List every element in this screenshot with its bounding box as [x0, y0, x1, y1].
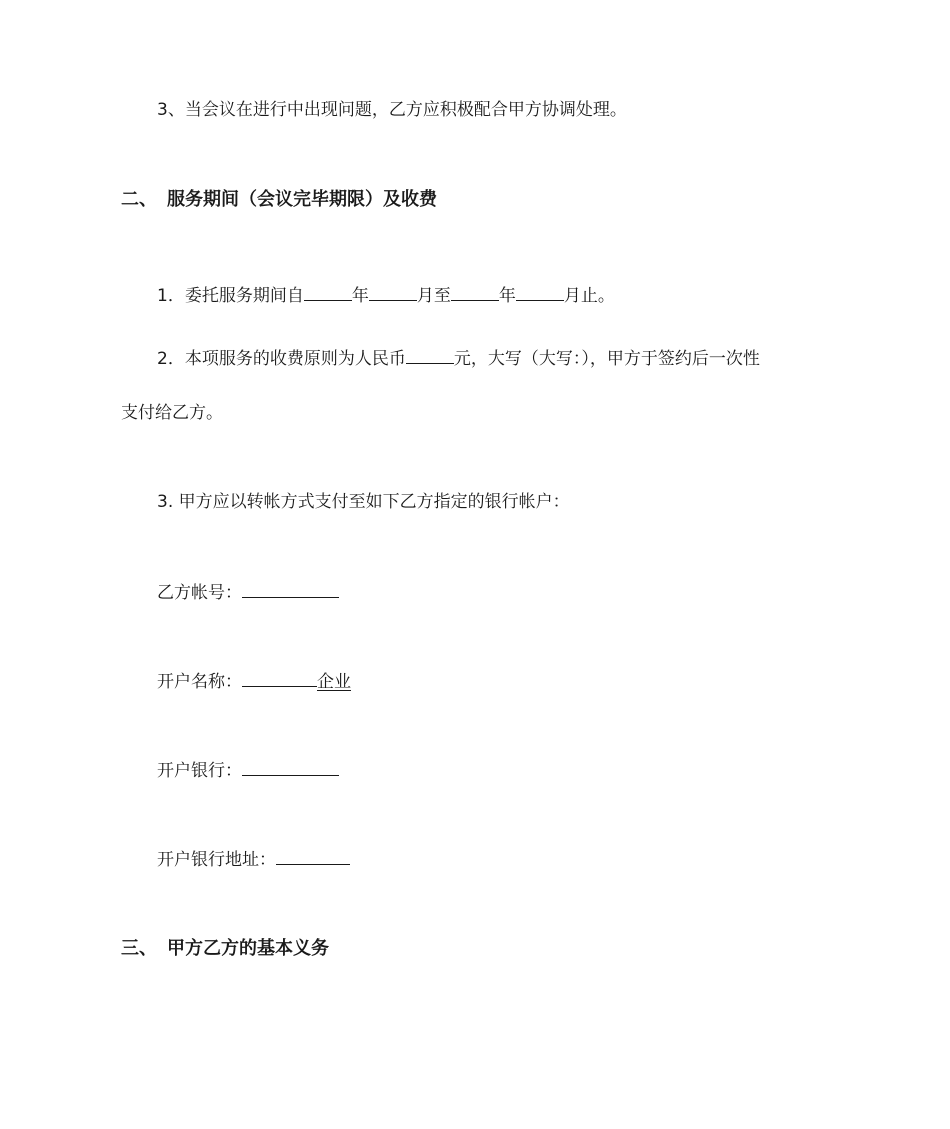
- section-number: 三、: [121, 938, 157, 959]
- account-number-line: [157, 579, 339, 605]
- start-month-unit: 月至: [416, 286, 451, 306]
- start-year-blank: [304, 282, 352, 301]
- clause-3-text: 3、当会议在进行中出现问题，乙方应积极配合甲方协调处理。: [157, 100, 627, 120]
- bank-label: 开户银行：: [157, 761, 242, 781]
- account-name-line: [157, 668, 351, 694]
- bank-address-label: 开户银行地址：: [157, 850, 276, 870]
- section-title: 服务期间（会议完毕期限）及收费: [167, 189, 437, 210]
- service-period-prefix: 1．委托服务期间自: [157, 286, 304, 306]
- account-name-label: 开户名称：: [157, 672, 242, 692]
- bank-blank: [242, 757, 339, 776]
- fee-rest: 元，大写（大写：），甲方于签约后一次性: [453, 349, 760, 369]
- fee-amount-blank: [406, 345, 454, 364]
- end-month-unit: 月止。: [563, 286, 615, 306]
- section-heading-2: [121, 188, 437, 212]
- section-number: 二、: [121, 189, 157, 210]
- account-number-blank: [242, 579, 339, 598]
- account-number-label: 乙方帐号：: [157, 583, 242, 603]
- account-name-value: 企业: [317, 672, 351, 692]
- fee-continuation: 支付给乙方。: [121, 403, 223, 423]
- end-month-blank: [516, 282, 564, 301]
- fee-line: [157, 345, 760, 371]
- start-year-unit: 年: [351, 286, 369, 306]
- bank-address-blank: [276, 846, 350, 865]
- bank-address-line: [157, 846, 350, 872]
- end-year-unit: 年: [498, 286, 516, 306]
- bank-line: [157, 757, 339, 783]
- section-title: 甲方乙方的基本义务: [167, 938, 329, 959]
- service-period-line: [157, 282, 615, 308]
- fee-prefix: 2．本项服务的收费原则为人民币: [157, 349, 406, 369]
- end-year-blank: [451, 282, 499, 301]
- account-name-blank: [242, 668, 317, 687]
- start-month-blank: [369, 282, 417, 301]
- section-heading-3: [121, 937, 329, 961]
- transfer-instruction: 3. 甲方应以转帐方式支付至如下乙方指定的银行帐户：: [157, 492, 570, 512]
